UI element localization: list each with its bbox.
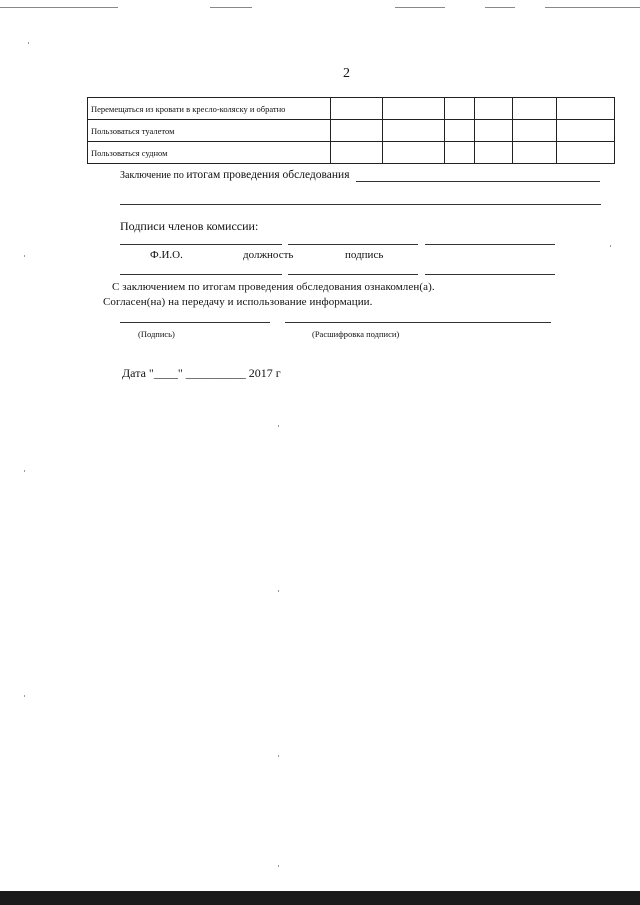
commission-signatures-title: Подписи членов комиссии: xyxy=(120,219,259,233)
column-label-position: должность xyxy=(243,249,294,261)
table-cell xyxy=(557,120,615,142)
signature-caption: (Подпись) xyxy=(138,329,175,339)
table-cell xyxy=(475,120,513,142)
conclusion-line-2 xyxy=(120,204,601,205)
table-cell xyxy=(383,142,445,164)
commission-signature-line xyxy=(425,244,555,245)
conclusion-label-small: Заключение по xyxy=(120,170,187,181)
signature-decoding-caption: (Расшифровка подписи) xyxy=(312,329,400,339)
column-label-signature: подпись xyxy=(345,249,384,261)
commission-position-line-2 xyxy=(288,274,418,275)
scan-speck xyxy=(278,755,279,757)
scan-speck xyxy=(28,42,29,44)
table-row-label: Пользоваться туалетом xyxy=(88,120,331,142)
commission-signature-line-2 xyxy=(425,274,555,275)
page-number: 2 xyxy=(343,66,350,81)
table-row-label: Пользоваться судном xyxy=(88,142,331,164)
conclusion-label xyxy=(120,169,350,181)
scan-speck xyxy=(610,245,611,247)
acknowledgement-line-2: Согласен(на) на передачу и использование информации. xyxy=(103,296,373,308)
table-cell xyxy=(445,120,475,142)
table-cell xyxy=(331,120,383,142)
scan-speck xyxy=(24,255,25,257)
scan-top-edge xyxy=(0,0,640,12)
commission-name-line xyxy=(120,244,282,245)
table-cell xyxy=(513,142,557,164)
table-cell xyxy=(475,98,513,120)
table-row xyxy=(88,120,615,142)
scan-speck xyxy=(24,695,25,697)
table-cell xyxy=(331,98,383,120)
table-cell xyxy=(445,142,475,164)
table-row-label: Перемещаться из кровати в кресло-коляску и обратно xyxy=(88,98,331,120)
commission-position-line xyxy=(288,244,418,245)
date-line: Дата "____" __________ 2017 г xyxy=(122,366,281,380)
table-cell xyxy=(331,142,383,164)
table-row xyxy=(88,98,615,120)
signature-decoding-line xyxy=(285,322,551,323)
table-cell xyxy=(383,98,445,120)
table-cell xyxy=(513,120,557,142)
acknowledgement-line-1: С заключением по итогам проведения обследования ознакомлен(а). xyxy=(112,281,435,293)
assessment-table xyxy=(87,97,615,164)
table-cell xyxy=(383,120,445,142)
scan-speck xyxy=(278,865,279,867)
table-cell xyxy=(557,98,615,120)
commission-name-line-2 xyxy=(120,274,282,275)
column-label-name: Ф.И.О. xyxy=(150,249,183,261)
table-row xyxy=(88,142,615,164)
scan-speck xyxy=(24,470,25,472)
scan-speck xyxy=(278,425,279,427)
table-cell xyxy=(475,142,513,164)
scan-speck xyxy=(278,590,279,592)
table-cell xyxy=(557,142,615,164)
table-cell xyxy=(513,98,557,120)
signature-line xyxy=(120,322,270,323)
scan-bottom-edge xyxy=(0,891,640,905)
conclusion-label-large: итогам проведения обследования xyxy=(186,169,350,181)
table-cell xyxy=(445,98,475,120)
conclusion-line xyxy=(356,181,600,182)
